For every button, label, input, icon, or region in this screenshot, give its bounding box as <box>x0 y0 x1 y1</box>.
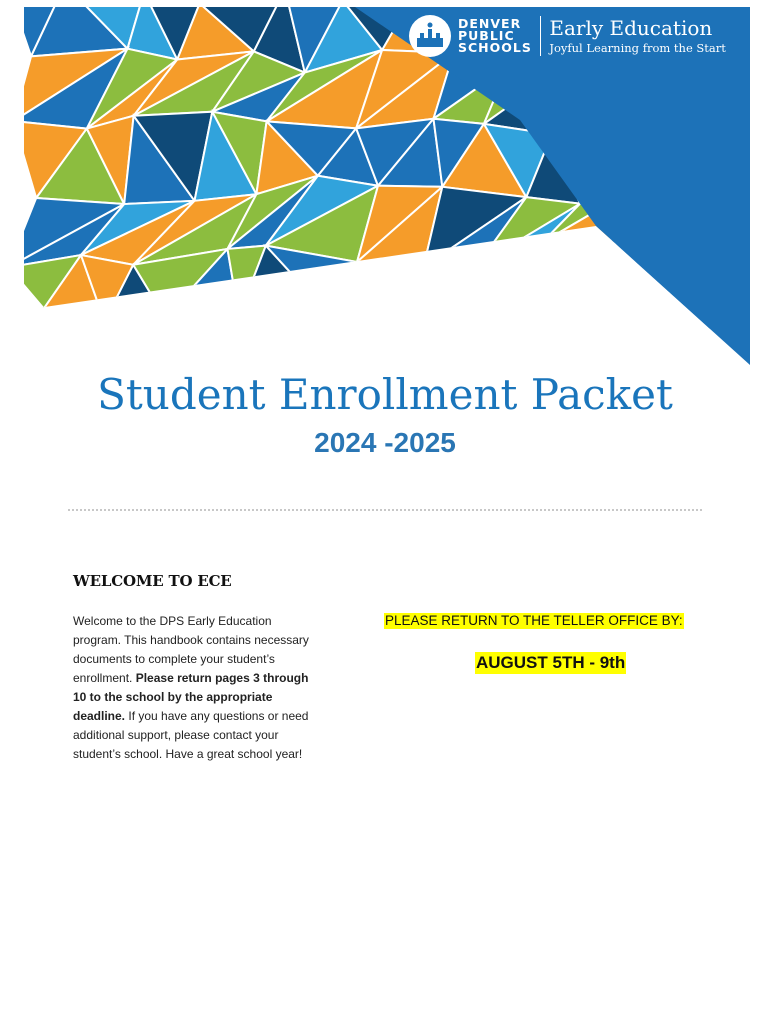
logo-org-line: PUBLIC <box>458 28 515 43</box>
logo-org-line: SCHOOLS <box>458 40 532 55</box>
school-year: 2024 -2025 <box>314 427 456 458</box>
mosaic-triangle <box>543 242 608 320</box>
logo-program-name: Early Education <box>549 16 713 40</box>
dps-early-education-logo <box>408 14 726 58</box>
welcome-intro: Welcome to the DPS Early Education program. This handbook contains necessary documents to complete your student’s enrollment. <box>73 614 309 685</box>
logo-tagline: Joyful Learning from the Start <box>549 41 726 55</box>
welcome-heading: WELCOME TO ECE <box>73 572 232 590</box>
mosaic-triangle <box>517 242 588 319</box>
mosaic-triangle <box>477 242 543 310</box>
dps-emblem-icon <box>408 14 452 58</box>
mosaic-triangle <box>456 266 516 310</box>
page-title: Student Enrollment Packet <box>97 370 673 419</box>
mosaic-triangle <box>423 266 476 310</box>
welcome-emphasis: Please return pages 3 through 10 to the school by the appropriate deadline. <box>73 671 309 723</box>
logo-org-name <box>458 18 532 54</box>
welcome-paragraph <box>73 612 318 764</box>
mosaic-triangle <box>227 246 265 316</box>
logo-org-line: DENVER <box>458 16 522 31</box>
logo-divider <box>540 16 542 56</box>
mosaic-triangle <box>326 262 373 311</box>
return-instruction: PLEASE RETURN TO THE TELLER OFFICE BY: <box>385 613 683 628</box>
section-divider <box>68 509 702 511</box>
mosaic-triangle <box>357 262 423 307</box>
return-deadline: AUGUST 5TH - 9th <box>476 653 626 672</box>
welcome-closing: If you have any questions or need additional support, please contact your student’s school. Have a great school year! <box>73 709 309 761</box>
mosaic-triangle <box>373 267 457 310</box>
